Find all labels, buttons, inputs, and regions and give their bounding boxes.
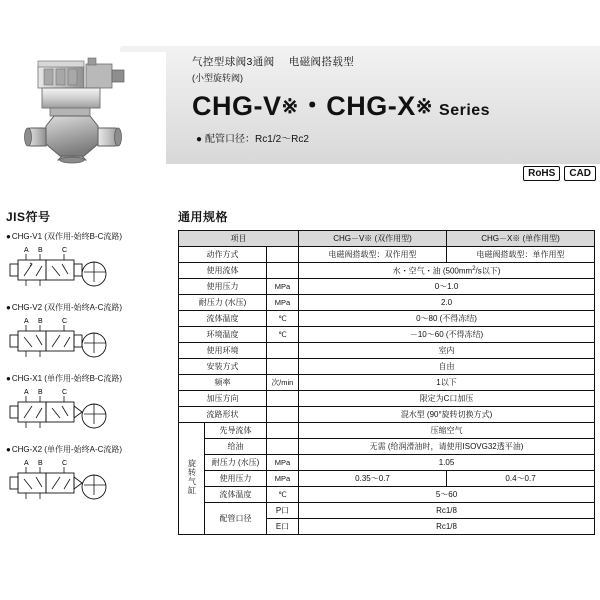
row-value: Rc1/8 bbox=[299, 519, 595, 535]
row-unit: ℃ bbox=[267, 311, 299, 327]
row-label: 加压方向 bbox=[179, 391, 267, 407]
row-value: 1.05 bbox=[299, 455, 595, 471]
row-value-v: 电磁阀搭载型：双作用型 bbox=[299, 247, 447, 263]
jis-symbol-diagram bbox=[6, 244, 174, 296]
svg-text:A: A bbox=[24, 318, 29, 325]
bullet-icon: ● bbox=[6, 232, 11, 241]
port-size-text: 配管口径：Rc1/2～Rc2 bbox=[205, 134, 309, 145]
row-label: E口 bbox=[267, 519, 299, 535]
row-unit bbox=[267, 407, 299, 423]
svg-text:C: C bbox=[62, 389, 68, 396]
svg-text:C: C bbox=[62, 460, 68, 467]
svg-text:A: A bbox=[24, 389, 29, 396]
table-row bbox=[179, 423, 595, 439]
table-row bbox=[179, 263, 595, 279]
table-row bbox=[179, 359, 595, 375]
jis-symbol-item bbox=[6, 373, 174, 438]
table-row bbox=[179, 247, 595, 263]
row-unit bbox=[267, 359, 299, 375]
jis-section-title: JIS符号 bbox=[6, 210, 51, 224]
row-label: 耐压力 (水压) bbox=[179, 295, 267, 311]
row-value: 0～1.0 bbox=[299, 279, 595, 295]
spec-table bbox=[178, 230, 595, 535]
table-row bbox=[179, 343, 595, 359]
row-unit bbox=[267, 391, 299, 407]
title-series: Series bbox=[439, 102, 491, 119]
jis-symbol-label bbox=[6, 373, 174, 384]
jis-symbols-section bbox=[6, 208, 174, 515]
row-label: 先导流体 bbox=[205, 423, 267, 439]
bullet-icon: ● bbox=[196, 134, 203, 145]
jis-symbol-text: CHG-V1 (双作用-始终B-C流路) bbox=[11, 232, 123, 241]
row-value: －10～60 (不得冻结) bbox=[299, 327, 595, 343]
rohs-logo: RoHS bbox=[523, 166, 560, 181]
row-label: 使用压力 bbox=[205, 471, 267, 487]
table-header-row bbox=[179, 231, 595, 247]
title-mark-a: ※ bbox=[281, 96, 299, 118]
table-row bbox=[179, 327, 595, 343]
row-unit: ℃ bbox=[267, 327, 299, 343]
table-row bbox=[179, 503, 595, 519]
col-head-item: 项目 bbox=[179, 231, 299, 247]
row-value-x: 0.4～0.7 bbox=[447, 471, 595, 487]
title-model-b: CHG-X bbox=[326, 91, 416, 121]
jis-symbol-label bbox=[6, 231, 174, 242]
jis-symbol-label bbox=[6, 444, 174, 455]
table-row bbox=[179, 375, 595, 391]
row-unit bbox=[267, 439, 299, 455]
row-label: 频率 bbox=[179, 375, 267, 391]
jis-symbol-text: CHG-X2 (单作用-始终A-C流路) bbox=[11, 445, 123, 454]
svg-text:A: A bbox=[24, 460, 29, 467]
row-value: 自由 bbox=[299, 359, 595, 375]
row-unit bbox=[267, 423, 299, 439]
row-value: 2.0 bbox=[299, 295, 595, 311]
title-mark-b: ※ bbox=[415, 96, 434, 118]
row-label: P口 bbox=[267, 503, 299, 519]
row-value: Rc1/8 bbox=[299, 503, 595, 519]
row-label: 安装方式 bbox=[179, 359, 267, 375]
row-unit bbox=[267, 263, 299, 279]
table-row bbox=[179, 439, 595, 455]
table-row bbox=[179, 279, 595, 295]
row-value: 0～80 (不得冻结) bbox=[299, 311, 595, 327]
svg-text:C: C bbox=[62, 247, 68, 254]
jis-symbol-item bbox=[6, 302, 174, 367]
row-label: 动作方式 bbox=[179, 247, 267, 263]
title-separator: ・ bbox=[298, 91, 327, 121]
row-value: 混水型 (90°旋转切换方式) bbox=[299, 407, 595, 423]
row-label: 使用环境 bbox=[179, 343, 267, 359]
jis-symbol-text: CHG-V2 (双作用-始终A-C流路) bbox=[11, 303, 123, 312]
bullet-icon: ● bbox=[6, 374, 11, 383]
header-subtitle-group bbox=[192, 54, 592, 84]
row-label: 环境温度 bbox=[179, 327, 267, 343]
header-line-1: 气控型球阀3通阀 电磁阀搭载型 bbox=[192, 56, 355, 68]
spec-section-title: 通用规格 bbox=[178, 210, 229, 224]
row-value: 压缩空气 bbox=[299, 423, 595, 439]
row-unit: MPa bbox=[267, 279, 299, 295]
row-unit bbox=[267, 247, 299, 263]
row-value-v: 0.35～0.7 bbox=[299, 471, 447, 487]
cyl-group-label-cell bbox=[179, 423, 205, 535]
jis-symbol-item bbox=[6, 231, 174, 296]
row-unit bbox=[267, 343, 299, 359]
row-label: 流路形状 bbox=[179, 407, 267, 423]
row-value: 水・空气・油 ($500mm^2/s$以下) bbox=[299, 263, 595, 279]
row-label: 给油 bbox=[205, 439, 267, 455]
col-head-v: CHG－V※ (双作用型) bbox=[299, 231, 447, 247]
svg-text:B: B bbox=[38, 389, 43, 396]
row-value: 1以下 bbox=[299, 375, 595, 391]
row-value: 5～60 bbox=[299, 487, 595, 503]
row-label: 耐压力 (水压) bbox=[205, 455, 267, 471]
svg-text:B: B bbox=[38, 318, 43, 325]
header-line-2: (小型旋转阀) bbox=[192, 73, 243, 83]
row-value: 限定为C口加压 bbox=[299, 391, 595, 407]
row-value: 室内 bbox=[299, 343, 595, 359]
svg-text:A: A bbox=[24, 247, 29, 254]
col-head-x: CHG－X※ (单作用型) bbox=[447, 231, 595, 247]
table-row bbox=[179, 295, 595, 311]
table-row bbox=[179, 487, 595, 503]
pipe-group-label: 配管口径 bbox=[205, 503, 267, 535]
row-value-x: 电磁阀搭载型：单作用型 bbox=[447, 247, 595, 263]
jis-symbol-diagram bbox=[6, 386, 174, 438]
jis-symbol-diagram bbox=[6, 457, 174, 509]
cyl-group-label: 旋转气缸 bbox=[187, 459, 197, 495]
row-unit: MPa bbox=[267, 471, 299, 487]
table-row bbox=[179, 311, 595, 327]
page-title bbox=[192, 84, 490, 123]
bullet-icon: ● bbox=[6, 303, 11, 312]
row-unit: MPa bbox=[267, 295, 299, 311]
row-unit: 次/min bbox=[267, 375, 299, 391]
jis-symbol-text: CHG-X1 (单作用-始终B-C流路) bbox=[11, 374, 123, 383]
jis-symbol-diagram bbox=[6, 315, 174, 367]
svg-text:B: B bbox=[38, 460, 43, 467]
certification-logos bbox=[523, 166, 596, 181]
cad-logo: CAD bbox=[564, 166, 596, 181]
row-label: 流体温度 bbox=[205, 487, 267, 503]
table-row bbox=[179, 455, 595, 471]
title-model-a: CHG-V bbox=[192, 91, 282, 121]
svg-text:C: C bbox=[62, 318, 68, 325]
row-unit: MPa bbox=[267, 455, 299, 471]
product-photo bbox=[20, 52, 166, 164]
jis-symbol-label bbox=[6, 302, 174, 313]
row-label: 使用压力 bbox=[179, 279, 267, 295]
jis-symbol-item bbox=[6, 444, 174, 509]
row-unit: ℃ bbox=[267, 487, 299, 503]
row-label: 使用流体 bbox=[179, 263, 267, 279]
table-row bbox=[179, 407, 595, 423]
table-row bbox=[179, 391, 595, 407]
row-value: 无需 (给润滑油时，请使用ISOVG32透平油) bbox=[299, 439, 595, 455]
bullet-icon: ● bbox=[6, 445, 11, 454]
spec-section bbox=[178, 208, 594, 535]
page-header bbox=[0, 46, 600, 192]
svg-text:B: B bbox=[38, 247, 43, 254]
row-label: 流体温度 bbox=[179, 311, 267, 327]
port-size-note bbox=[196, 130, 309, 145]
table-row bbox=[179, 471, 595, 487]
